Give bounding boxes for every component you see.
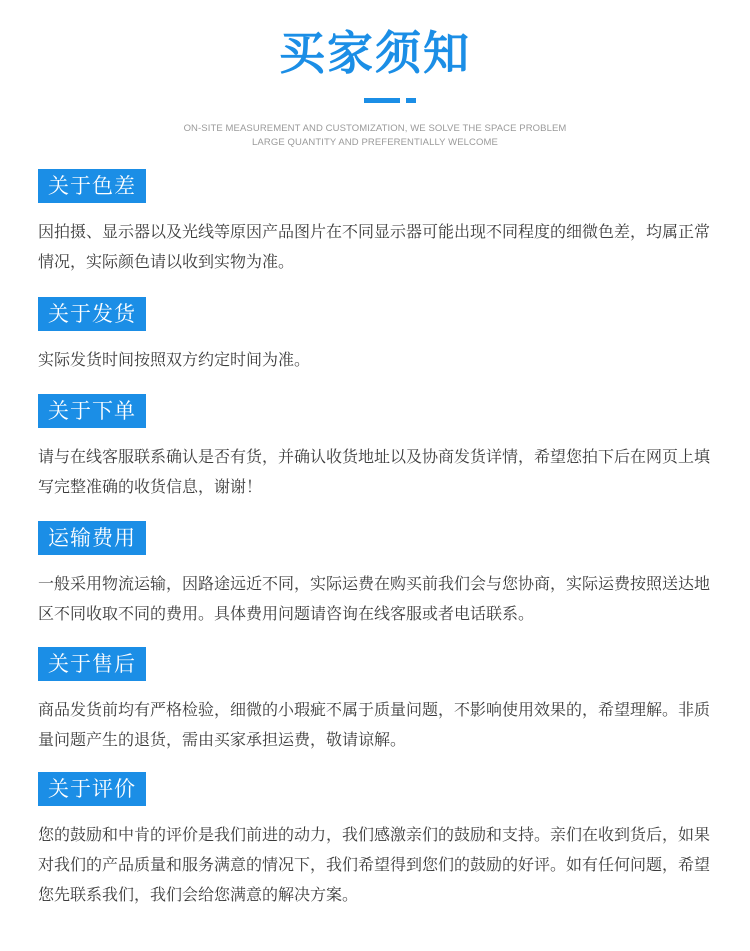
title-underline-short	[406, 98, 416, 103]
subtitle-line-1: ON-SITE MEASUREMENT AND CUSTOMIZATION, WE SOLVE THE SPACE PROBLEM	[183, 123, 567, 134]
subtitle-line-2: LARGE QUANTITY AND PREFERENTIALLY WELCOME	[252, 137, 498, 148]
section-title-color-difference: 关于色差	[38, 169, 146, 203]
section-shipping-cost	[38, 521, 718, 629]
section-text-color-difference: 因拍摄、显示器以及光线等原因产品图片在不同显示器可能出现不同程度的细微色差，均属正常情况，实际颜色请以收到实物为准。	[38, 222, 711, 271]
section-reviews	[38, 772, 718, 910]
section-title-ordering: 关于下单	[38, 394, 146, 428]
section-color-difference	[38, 169, 718, 277]
section-title-after-sales: 关于售后	[38, 647, 146, 681]
section-title-reviews: 关于评价	[38, 772, 146, 806]
section-title-shipping: 关于发货	[38, 297, 146, 331]
section-text-reviews: 您的鼓励和中肯的评价是我们前进的动力，我们感激亲们的鼓励和支持。亲们在收到货后，如果对我们的产品质量和服务满意的情况下，我们希望得到您们的鼓励的好评。如有任何问题，希望您先联系我们，我们会给您满意的解决方案。	[38, 825, 711, 904]
page-header	[0, 0, 750, 160]
section-text-shipping: 实际发货时间按照双方约定时间为准。	[38, 350, 311, 369]
section-text-shipping-cost: 一般采用物流运输，因路途远近不同，实际运费在购买前我们会与您协商，实际运费按照送达地区不同收取不同的费用。具体费用问题请咨询在线客服或者电话联系。	[38, 574, 711, 623]
page-title: 买家须知	[279, 26, 471, 80]
section-after-sales	[38, 647, 718, 755]
section-text-after-sales: 商品发货前均有严格检验，细微的小瑕疵不属于质量问题，不影响使用效果的，希望理解。非质量问题产生的退货，需由买家承担运费，敬请谅解。	[38, 700, 711, 749]
section-text-ordering: 请与在线客服联系确认是否有货，并确认收货地址以及协商发货详情，希望您拍下后在网页上填写完整准确的收货信息，谢谢！	[38, 447, 711, 496]
title-underline-long	[364, 98, 400, 103]
section-title-shipping-cost: 运输费用	[38, 521, 146, 555]
section-ordering	[38, 394, 718, 502]
section-shipping	[38, 297, 718, 375]
